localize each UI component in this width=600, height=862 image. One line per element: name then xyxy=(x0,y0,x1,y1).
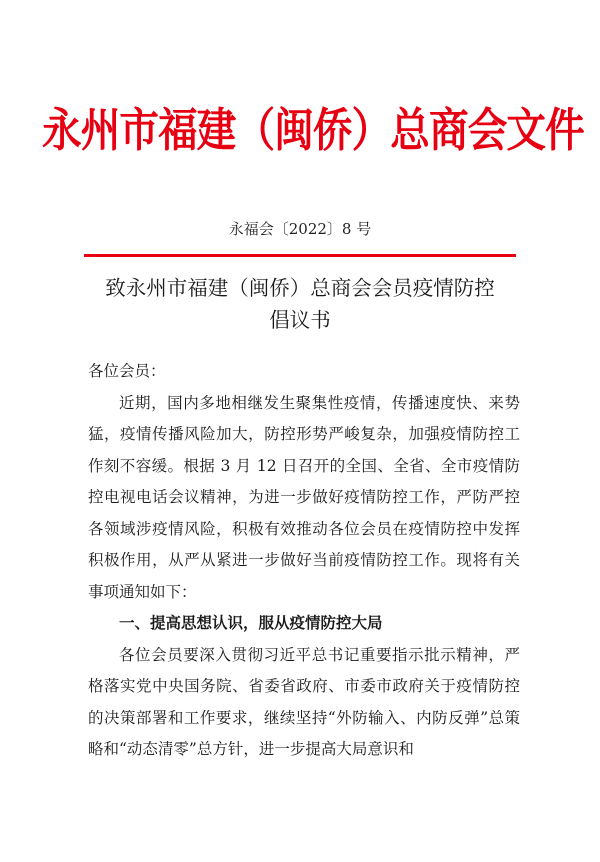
title-line-2: 倡议书 xyxy=(269,308,331,332)
title-line-1: 致永州市福建（闽侨）总商会会员疫情防控 xyxy=(105,276,495,300)
org-header-title: 永州市福建（闽侨）总商会文件 xyxy=(42,103,584,157)
paragraph-intro: 近期，国内多地相继发生聚集性疫情，传播速度快、来势猛，疫情传播风险加大，防控形势严峻复杂，加强疫情防控工作刻不容缓。根据 3 月 12 日召开的全国、全省、全市疫情防控电视电话会议精神，为进一步做好疫情防控工作，严防严控各领域涉疫情风险，积极有效推动各位会员在疫情防控中发挥积极作用，从严从紧进一步做好当前疫情防控工作。现将有关事项通知如下： xyxy=(88,393,520,601)
document-title xyxy=(60,272,540,336)
red-divider-line xyxy=(84,254,516,257)
document-body xyxy=(88,356,520,766)
document-number: 永福会〔2022〕8 号 xyxy=(228,220,372,238)
salutation: 各位会员： xyxy=(88,362,166,380)
paragraph-section-1: 各位会员要深入贯彻习近平总书记重要指示批示精神，严格落实党中央国务院、省委省政府、市委市政府关于疫情防控的决策部署和工作要求，继续坚持“外防输入、内防反弹”总策略和“动态清零”总方针，进一步提高大局意识和 xyxy=(88,645,520,758)
section-heading-1: 一、提高思想认识，服从疫情防控大局 xyxy=(119,614,383,632)
